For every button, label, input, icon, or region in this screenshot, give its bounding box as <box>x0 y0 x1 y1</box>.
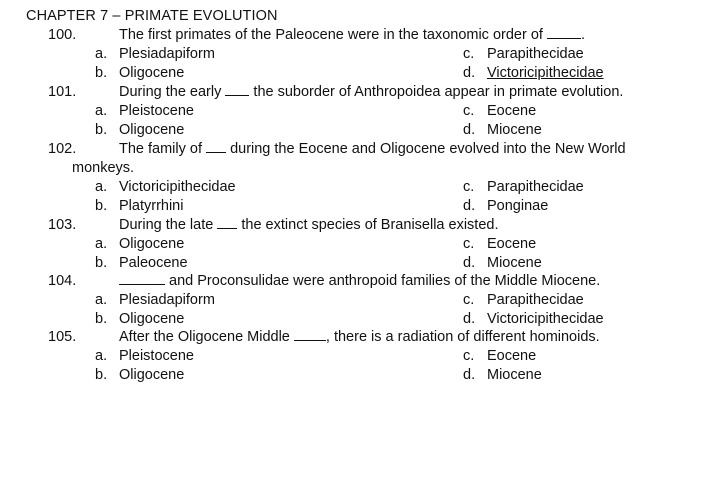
question-stem-continued: monkeys. <box>72 160 135 176</box>
option-text: Pleistocene <box>119 103 194 119</box>
question-stem <box>119 26 585 45</box>
option-label: d. <box>463 367 476 383</box>
answer-blank <box>217 216 237 229</box>
option-text: Miocene <box>487 122 542 138</box>
option-text: Miocene <box>487 367 542 383</box>
option-text: Eocene <box>487 103 537 119</box>
option-a <box>95 235 184 254</box>
stem-text-after: the suborder of Anthropoidea appear in primate evolution. <box>253 84 624 100</box>
option-text: Oligocene <box>119 311 185 327</box>
question-stem <box>119 216 498 235</box>
option-a <box>95 347 194 366</box>
stem-text-after: , there is a radiation of different hominoids. <box>325 329 600 345</box>
stem-text-before: During the early <box>119 84 222 100</box>
option-text: Ponginae <box>487 198 549 214</box>
option-d <box>463 197 548 216</box>
option-text: Parapithecidae <box>487 292 584 308</box>
option-text: Victoricipithecidae <box>487 311 604 327</box>
option-c <box>463 102 536 121</box>
option-b <box>95 121 184 140</box>
question-number: 100. <box>48 27 77 43</box>
question-number: 102. <box>48 141 77 157</box>
option-text: Victoricipithecidae <box>487 65 604 81</box>
option-d <box>463 64 604 83</box>
option-a <box>95 45 215 64</box>
option-text: Eocene <box>487 236 537 252</box>
option-c <box>463 178 584 197</box>
option-label: a. <box>95 348 108 364</box>
option-c <box>463 235 536 254</box>
option-b <box>95 310 184 329</box>
option-d <box>463 310 604 329</box>
answer-blank <box>547 26 581 39</box>
option-label: d. <box>463 198 476 214</box>
option-label: a. <box>95 179 108 195</box>
option-b <box>95 197 183 216</box>
option-label: d. <box>463 255 476 271</box>
option-c <box>463 291 584 310</box>
option-label: b. <box>95 367 108 383</box>
option-text: Parapithecidae <box>487 179 584 195</box>
option-label: b. <box>95 198 108 214</box>
stem-text-before: During the late <box>119 217 214 233</box>
option-text: Oligocene <box>119 65 185 81</box>
option-text: Eocene <box>487 348 537 364</box>
option-label: c. <box>463 179 475 195</box>
option-text: Victoricipithecidae <box>119 179 236 195</box>
option-text: Parapithecidae <box>487 46 584 62</box>
question-stem <box>119 272 600 291</box>
answer-blank <box>119 272 165 285</box>
option-label: c. <box>463 103 475 119</box>
option-text: Oligocene <box>119 122 185 138</box>
stem-text-after: . <box>580 27 585 43</box>
option-text: Oligocene <box>119 236 185 252</box>
option-label: b. <box>95 311 108 327</box>
option-text: Plesiadapiform <box>119 292 215 308</box>
question-stem <box>119 140 626 159</box>
answer-blank <box>225 83 249 96</box>
stem-text-after: and Proconsulidae were anthropoid families of the Middle Miocene. <box>169 273 601 289</box>
option-text: Miocene <box>487 255 542 271</box>
option-label: a. <box>95 236 108 252</box>
option-label: c. <box>463 236 475 252</box>
option-text: Paleocene <box>119 255 188 271</box>
option-d <box>463 254 542 273</box>
option-label: c. <box>463 46 475 62</box>
stem-text-before: The family of <box>119 141 202 157</box>
chapter-title: CHAPTER 7 – PRIMATE EVOLUTION <box>26 8 278 24</box>
question-number: 105. <box>48 329 77 345</box>
option-c <box>463 45 584 64</box>
option-label: b. <box>95 255 108 271</box>
option-d <box>463 121 542 140</box>
option-label: c. <box>463 348 475 364</box>
option-label: a. <box>95 46 108 62</box>
stem-text-after: the extinct species of Branisella existed. <box>241 217 499 233</box>
question-number: 103. <box>48 217 77 233</box>
option-label: a. <box>95 292 108 308</box>
option-text: Plesiadapiform <box>119 46 215 62</box>
option-b <box>95 64 184 83</box>
option-a <box>95 102 194 121</box>
option-label: a. <box>95 103 108 119</box>
option-label: d. <box>463 122 476 138</box>
option-a <box>95 291 215 310</box>
stem-text-before: After the Oligocene Middle <box>119 329 290 345</box>
option-label: d. <box>463 311 476 327</box>
option-text: Pleistocene <box>119 348 194 364</box>
option-text: Platyrrhini <box>119 198 184 214</box>
question-stem <box>119 83 623 102</box>
option-label: d. <box>463 65 476 81</box>
option-d <box>463 366 542 385</box>
stem-text-after: during the Eocene and Oligocene evolved into the New World <box>230 141 626 157</box>
option-b <box>95 254 188 273</box>
option-text: Oligocene <box>119 367 185 383</box>
option-a <box>95 178 236 197</box>
question-number: 104. <box>48 273 77 289</box>
option-b <box>95 366 184 385</box>
option-label: c. <box>463 292 475 308</box>
question-number: 101. <box>48 84 77 100</box>
question-stem <box>119 328 600 347</box>
stem-text-before: The first primates of the Paleocene were in the taxonomic order of <box>119 27 543 43</box>
option-label: b. <box>95 65 108 81</box>
option-label: b. <box>95 122 108 138</box>
answer-blank <box>294 328 326 341</box>
answer-blank <box>206 140 226 153</box>
option-c <box>463 347 536 366</box>
